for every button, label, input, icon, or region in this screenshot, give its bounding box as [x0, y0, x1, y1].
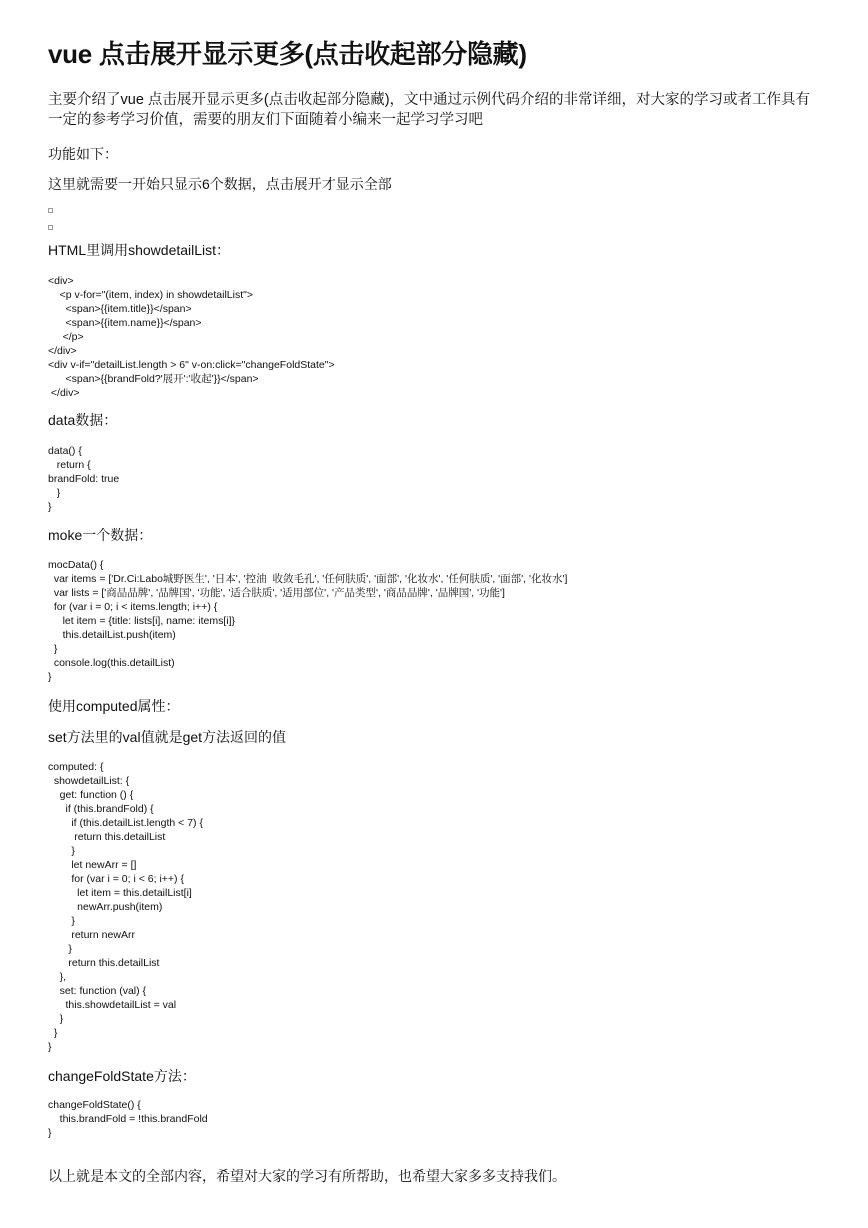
broken-image-icon	[48, 225, 53, 230]
data-code-block: data() { return { brandFold: true } }	[48, 445, 120, 513]
change-code-block: changeFoldState() { this.brandFold = !this.brandFold }	[48, 1099, 208, 1139]
article-intro: 主要介绍了vue 点击展开显示更多(点击收起部分隐藏)，文中通过示例代码介绍的非常详细，对大家的学习或者工作具有一定的参考学习价值，需要的朋友们下面随着小编来一起学习学习吧	[48, 92, 811, 128]
feature-description: 这里就需要一开始只显示6个数据，点击展开才显示全部	[48, 176, 392, 192]
change-heading: changeFoldState方法：	[48, 1068, 196, 1084]
computed-note: set方法里的val值就是get方法返回的值	[48, 729, 287, 745]
html-heading: HTML里调用showdetailList：	[48, 242, 231, 258]
broken-image-icon	[48, 208, 53, 213]
article-title: vue 点击展开显示更多(点击收起部分隐藏)	[48, 39, 527, 69]
moke-heading: moke一个数据：	[48, 527, 153, 543]
moke-code-block: mocData() { var items = ['Dr.Ci:Labo城野医生', '日本', '控油 收敛毛孔', '任何肤质', '面部', '化妆水', '任何肤质', '面部', '化妆水'] var lists = ['商品品牌', '品牌国', '功能', '适合肤质', '适用部位', '产品类型', '商品品牌', '品牌国', '功能'] for (var i = 0; i < items.length; i++) { let item = {title: lists[i], name: items[i]} this.detailList.push(item) } console.log(this.detailList) }	[48, 559, 568, 683]
data-heading: data数据：	[48, 412, 118, 428]
computed-heading: 使用computed属性：	[48, 698, 180, 714]
article-footer: 以上就是本文的全部内容，希望对大家的学习有所帮助，也希望大家多多支持我们。	[48, 1168, 566, 1184]
computed-code-block: computed: { showdetailList: { get: function () { if (this.brandFold) { if (this.detailList.length < 7) { return this.detailList } let newArr = [] for (var i = 0; i < 6; i++) { let item = this.detailList[i] newArr.push(item) } return newArr } return this.detailList }, set: function (val) { this.showdetailList = val } } }	[48, 761, 203, 1053]
html-code-block: <div> <p v-for="(item, index) in showdetailList"> <span>{{item.title}}</span> <span>{{item.name}}</span> </p> </div> <div v-if="detailList.length > 6" v-on:click="changeFoldState"> <span>{{brandFold?'展开':'收起'}}</span> </div>	[48, 275, 335, 399]
feature-heading: 功能如下：	[48, 146, 118, 162]
